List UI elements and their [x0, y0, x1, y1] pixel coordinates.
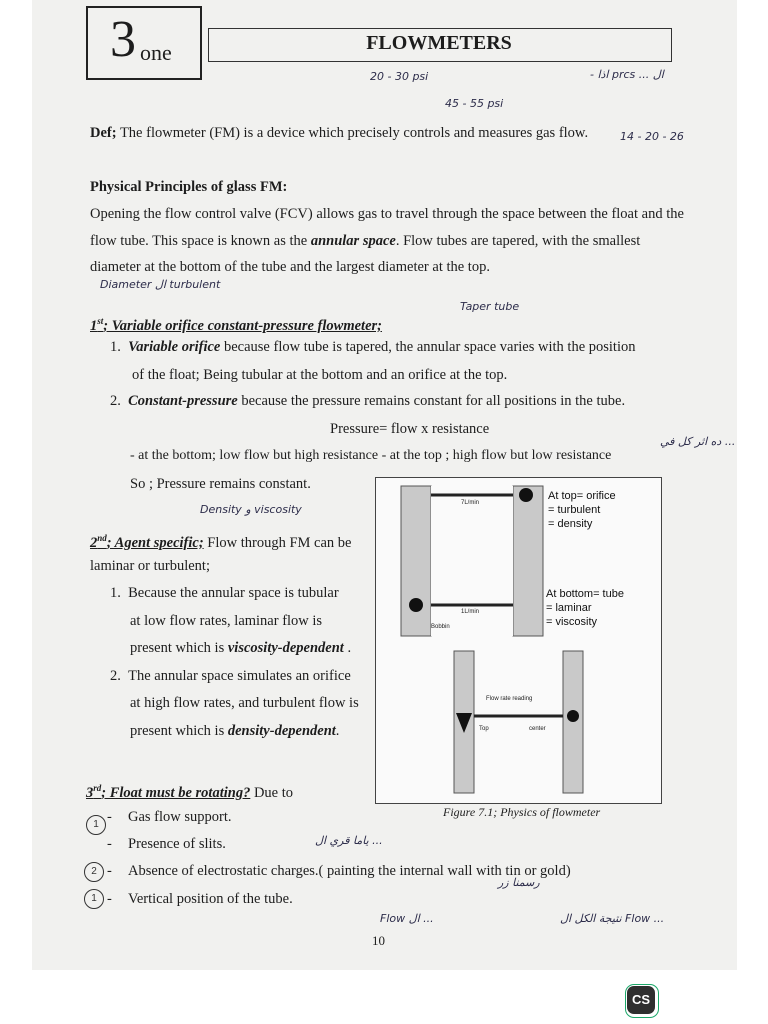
ball-center-reading [567, 710, 579, 722]
flowmeter-figure [375, 477, 662, 804]
handwritten-circle-mark: 1 [84, 889, 104, 909]
camscanner-logo-icon: CS [627, 986, 655, 1014]
bottom-annotation: At bottom= tube [546, 588, 624, 600]
handwritten-note: Diameter ال turbulent [100, 278, 221, 291]
pressure-conclusion: So ; Pressure remains constant. [130, 476, 311, 492]
paragraph-line: laminar or turbulent; [90, 558, 210, 574]
top-annotation: At top= orifice [548, 490, 616, 502]
float-top [519, 488, 533, 502]
top-label: Top [479, 726, 489, 732]
handwritten-circle-mark: 1 [86, 815, 106, 835]
bullet-marker: - [107, 863, 112, 879]
handwritten-note: Density و viscosity [200, 503, 302, 516]
pressure-formula: Pressure= flow x resistance [330, 421, 490, 437]
bullet-item: Presence of slits. [128, 836, 226, 852]
list-item-continuation: of the float; Being tubular at the bottom and an orifice at the top. [132, 367, 508, 383]
flowmeter-diagram [376, 478, 661, 803]
bottom-annotation: = laminar [546, 602, 592, 614]
physical-principles-heading: Physical Principles of glass FM: [90, 179, 288, 195]
float-bottom [409, 598, 423, 612]
handwritten-note: ياما قري ال ... [315, 834, 383, 847]
list-item: 1. Variable orifice because flow tube is tapered, the annular space varies with the position [110, 339, 636, 355]
list-item-continuation: present which is viscosity-dependent . [130, 640, 352, 656]
bullet-item: Absence of electrostatic charges.( painting the internal wall with tin or gold) [128, 863, 571, 879]
bullet-item: Gas flow support. [128, 809, 232, 825]
paragraph-line: Opening the flow control valve (FCV) allows gas to travel through the space between the float and the [90, 206, 684, 222]
handwritten-note: 14 - 20 - 26 [620, 130, 684, 143]
bullet-item: Vertical position of the tube. [128, 891, 293, 907]
definition: Def; The flowmeter (FM) is a device which precisely controls and measures gas flow. [90, 125, 589, 141]
list-item-continuation: at low flow rates, laminar flow is [130, 613, 323, 629]
scale-label: 7L/min [461, 500, 480, 506]
handwritten-note: 20 - 30 psi [370, 70, 429, 83]
scale-label: 1L/min [461, 609, 480, 615]
list-item: 2. The annular space simulates an orifice [110, 668, 351, 684]
paragraph-line: diameter at the bottom of the tube and the largest diameter at the top. [90, 259, 490, 275]
handwritten-circle-mark: 2 [84, 862, 104, 882]
list-item: 2. Constant-pressure because the pressure remains constant for all positions in the tube. [110, 393, 626, 409]
third-principle-heading: 3rd; Float must be rotating? Due to [86, 783, 294, 801]
handwritten-note: - اذا prcs ... ال [590, 68, 664, 81]
figure-caption: Figure 7.1; Physics of flowmeter [443, 805, 601, 819]
pressure-explanation: - at the bottom; low flow but high resistance - at the top ; high flow but low resistance [130, 448, 612, 463]
second-principle-heading: 2nd; Agent specific; Flow through FM can be [90, 533, 352, 551]
bullet-marker: - [107, 891, 112, 907]
handwritten-note: ده اثر كل في ... [660, 435, 736, 448]
handwritten-note: Taper tube [460, 300, 520, 313]
flow-rate-label: Flow rate reading [486, 696, 533, 702]
handwritten-note: Flow ال ... [380, 912, 434, 925]
handwritten-note: نتيجة الكل ال Flow ... [560, 912, 665, 925]
chapter-word: one [140, 40, 172, 65]
paragraph-line: flow tube. This space is known as the annular space. Flow tubes are tapered, with the smallest [90, 233, 641, 249]
handwritten-note: رسمنا زر [498, 876, 540, 889]
handwritten-note: 45 - 55 psi [445, 97, 504, 110]
first-principle-heading: 1st; Variable orifice constant-pressure flowmeter; [90, 316, 382, 334]
center-label: center [529, 726, 546, 732]
bullet-marker: - [107, 836, 112, 852]
page-title: FLOWMETERS [366, 32, 512, 54]
list-item-continuation: present which is density-dependent. [130, 723, 340, 739]
bobbin-label: Bobbin [431, 624, 450, 630]
bullet-marker: - [107, 809, 112, 825]
top-annotation: = density [548, 518, 593, 530]
page-number: 10 [372, 933, 385, 948]
bottom-annotation: = viscosity [546, 616, 598, 628]
list-item-continuation: at high flow rates, and turbulent flow is [130, 695, 359, 711]
chapter-number: 3 [110, 11, 136, 68]
top-annotation: = turbulent [548, 504, 601, 516]
list-item: 1. Because the annular space is tubular [110, 585, 339, 601]
